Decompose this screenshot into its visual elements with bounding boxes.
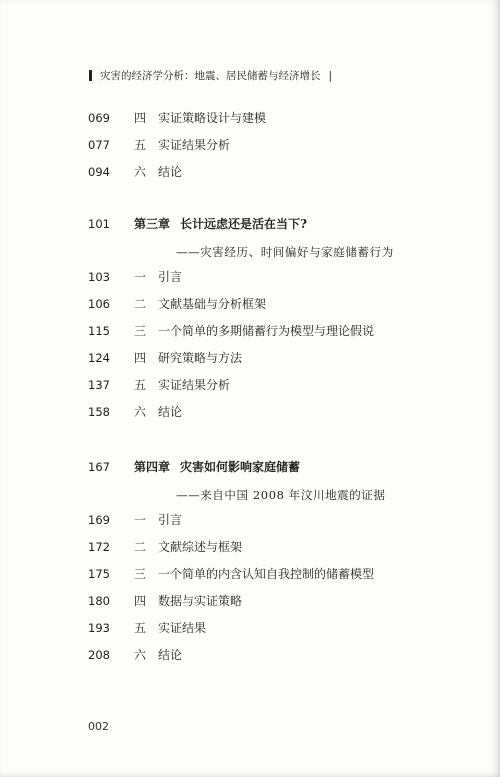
toc-section-title: 一个简单的多期储蓄行为模型与理论假说 <box>158 324 375 338</box>
toc-section-number: 四 <box>134 351 147 365</box>
toc-section-number: 四 <box>134 111 147 125</box>
page-folio-number: 002 <box>88 720 109 733</box>
toc-entry[interactable] <box>88 540 242 554</box>
toc-entry[interactable] <box>88 270 182 284</box>
toc-entry[interactable] <box>88 621 206 635</box>
toc-section-title: 数据与实证策略 <box>158 594 243 608</box>
running-header <box>89 68 332 83</box>
toc-section-number: 五 <box>134 138 147 152</box>
toc-entry[interactable] <box>88 594 242 608</box>
toc-page-number: 101 <box>88 217 110 231</box>
toc-entry[interactable] <box>88 138 230 152</box>
toc-section-title: 结论 <box>158 165 183 179</box>
toc-entry[interactable] <box>88 567 374 581</box>
toc-page-number: 094 <box>88 165 110 179</box>
toc-section-number: 一 <box>134 513 147 527</box>
toc-section-title: 实证结果分析 <box>158 138 231 152</box>
toc-section-title: 引言 <box>158 270 183 284</box>
toc-page-number: 180 <box>88 594 110 608</box>
toc-entry[interactable] <box>88 648 182 662</box>
toc-page-number: 069 <box>88 111 110 125</box>
toc-section-number: 四 <box>134 594 147 608</box>
toc-chapter-subtitle: ——来自中国 2008 年汶川地震的证据 <box>176 488 386 502</box>
toc-chapter-label: 第四章 <box>134 460 171 474</box>
toc-chapter-title: 长计远虑还是活在当下? <box>180 217 308 231</box>
toc-chapter-heading[interactable] <box>88 460 300 474</box>
toc-chapter-title: 灾害如何影响家庭储蓄 <box>180 460 301 474</box>
toc-section-number: 六 <box>134 165 147 179</box>
toc-entry[interactable] <box>88 378 230 392</box>
toc-entry[interactable] <box>88 513 182 527</box>
toc-section-number: 一 <box>134 270 147 284</box>
toc-section-number: 六 <box>134 648 147 662</box>
toc-section-title: 研究策略与方法 <box>158 351 243 365</box>
running-header-separator: | <box>328 69 333 82</box>
toc-section-number: 三 <box>134 324 147 338</box>
toc-section-title: 实证结果 <box>158 621 207 635</box>
toc-section-title: 结论 <box>158 405 183 419</box>
toc-section-number: 二 <box>134 297 147 311</box>
toc-section-title: 实证结果分析 <box>158 378 231 392</box>
toc-entry[interactable] <box>88 111 266 125</box>
toc-chapter-heading[interactable] <box>88 217 307 231</box>
toc-page-number: 124 <box>88 351 110 365</box>
toc-page-number: 208 <box>88 648 110 662</box>
toc-page-number: 167 <box>88 460 110 474</box>
toc-entry[interactable] <box>88 351 242 365</box>
toc-chapter-subtitle: ——灾害经历、时间偏好与家庭储蓄行为 <box>176 245 394 259</box>
toc-page-number: 175 <box>88 567 110 581</box>
toc-entry[interactable] <box>88 405 182 419</box>
toc-entry[interactable] <box>88 165 182 179</box>
toc-entry[interactable] <box>88 324 374 338</box>
toc-section-title: 文献综述与框架 <box>158 540 243 554</box>
running-header-title: 灾害的经济学分析：地震、居民储蓄与经济增长 <box>100 70 321 82</box>
toc-page-number: 115 <box>88 324 110 338</box>
toc-page-number: 077 <box>88 138 110 152</box>
toc-section-number: 三 <box>134 567 147 581</box>
toc-section-title: 引言 <box>158 513 183 527</box>
toc-page-number: 137 <box>88 378 110 392</box>
toc-section-number: 六 <box>134 405 147 419</box>
toc-section-title: 结论 <box>158 648 183 662</box>
toc-section-title: 一个简单的内含认知自我控制的储蓄模型 <box>158 567 375 581</box>
toc-page-number: 158 <box>88 405 110 419</box>
toc-chapter-label: 第三章 <box>134 217 171 231</box>
toc-section-number: 五 <box>134 378 147 392</box>
toc-page-number: 172 <box>88 540 110 554</box>
toc-section-number: 二 <box>134 540 147 554</box>
toc-page-number: 169 <box>88 513 110 527</box>
toc-section-title: 实证策略设计与建模 <box>158 111 267 125</box>
toc-page-number: 106 <box>88 297 110 311</box>
toc-section-number: 五 <box>134 621 147 635</box>
toc-page-number: 193 <box>88 621 110 635</box>
toc-page-number: 103 <box>88 270 110 284</box>
header-marker-bar <box>89 70 92 81</box>
toc-entry[interactable] <box>88 297 266 311</box>
toc-section-title: 文献基础与分析框架 <box>158 297 267 311</box>
